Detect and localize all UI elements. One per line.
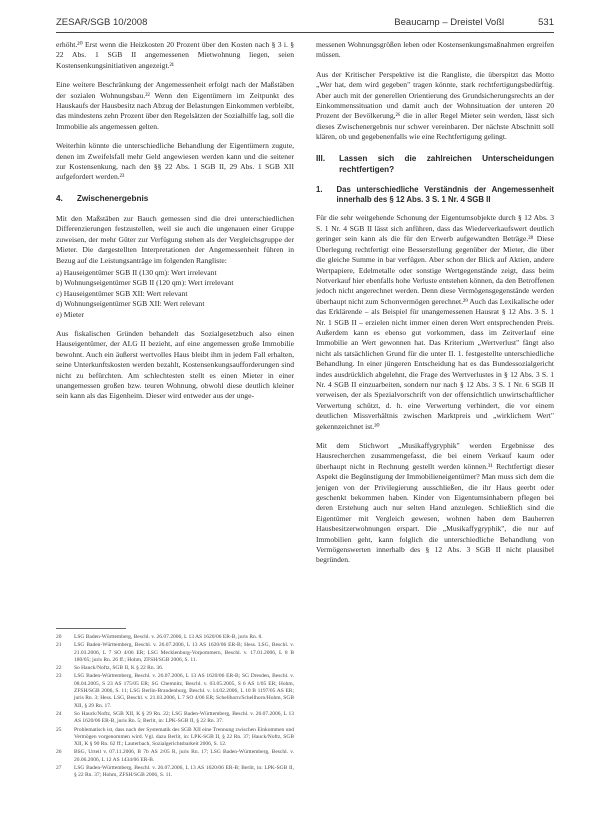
- paragraph: Aus der Kritischer Perspektive ist die Rangliste, die überspitzt das Motto „Wer hat, dem wird gegeben" tragen könnte, stark rechtfertigungsbedürftig. Aber auch mit der generellen Orientierung des Grundsicherungsrechts an der Einkommenssituation und damit auch der Wohnsituation der unteren 20 Prozent der Bevölkerung,²⁶ die in aller Regel Mieter sein werden, lässt sich dieses Zwischenergebnis nur schwer vereinbaren. Der nächste Abschnitt soll klären, ob und gegebenenfalls wie eine Rechtfertigung gelingt.: [316, 69, 554, 142]
- paragraph: erhöht.²⁰ Erst wenn die Heizkosten 20 Prozent über den Kosten nach § 3 i. § 22 Abs. 1 SGB II angemessenen Mietwohnung liegen, seien Kostensenkungsinitiativen angezeigt.²¹: [56, 40, 294, 70]
- page-number: 531: [538, 16, 554, 28]
- article-authors: Beaucamp – Dreistel Voßl: [394, 16, 505, 28]
- footnote: 21 LSG Baden-Württemberg, Beschl. v. 26.07.2006, L 13 AS 1620/06 ER-B; Hess. LSG, Beschl. v. 21.03.2006, L 7 SO 4/06 ER; LSG Mecklenburg-Vorpommern, Beschl. v. 17.01.2006, L 8 B 180/05; juris Rn. 26 ff.; Hohm, ZFSH/SGB 2006, S. 11.: [56, 642, 294, 663]
- footnote: 22 So Hauck/Noftz, SGB II, K § 22 Rn. 36.: [56, 665, 164, 672]
- right-column: [316, 40, 554, 575]
- list-item: b) Wohnungseigentümer SGB II (120 qm): Wert irrelevant: [56, 278, 234, 288]
- page-header: [56, 14, 554, 30]
- paragraph: Mit dem Stichwort „Musikaffygryphik" werden Ergebnisse des Hausrecherchen zusammengefasst, die bei einem Verkauf kaum oder überhaupt nicht in Rechnung gestellt werden können.³¹ Rechtfertigt dieser Aspekt die Begünstigung der Immobilieneigentümer? Man muss sich dem die jenigen von der Privilegierung ausschließen, die ihr Haus geerbt oder geschenkt bekommen haben. Kinder von Eigentumsinhabern pflegen bei deren Erstehung auch nur selten Hand anzulegen. Schließlich sind die Eigentümer mit Vergleich gewesen, wohnen haben dem Bauherren Hausbesitzerwohnungen erspart. Die „Musikaffygryphik", die nur auf Immobilien geht, kann folglich die unterschiedliche Behandlung von Vermögenswerten innerhalb des § 12 Abs. 3 SGB II nicht plausibel begründen.: [316, 441, 554, 565]
- paragraph: Eine weitere Beschränkung der Angemessenheit erfolgt nach der Maßstäben der sozialen Wohnungsbau.²² Wenn den Eigentümern im Zeitpunkt des Hauskaufs der Hausbesitz nach Abzug der Belastungen Einkommen verbleibt, das mindestens zehn Prozent über den Regelsätzen der Sozialhilfe lag, soll die Immobilie als angemessen gelten.: [56, 80, 294, 131]
- footnote-rule: [56, 628, 126, 629]
- left-column: [56, 40, 294, 411]
- footnote: 23 LSG Baden-Württemberg, Beschl. v. 26.07.2006, L 13 AS 1620/06 ER-B; SG Dresden, Beschl. v. 08.04.2005, S 23 AS 175/05 ER; SG Chemnitz, Beschl. v. 03.05.2005, S 6 AS 1/05 ER; Hohm, ZFSH/SGB 2006, S. 11; LSG Berlin-Brandenburg, Beschl. v. 14.02.2006, L 10 B 1197/05 AS ER; juris Rn. 3; Hess. LSG, Beschl. v. 21.03.2006, L 7 SO 4/06 ER; Schellhorn/Schellhorn/Hohm, SGB XII, § 29 Rn. 17.: [56, 673, 294, 709]
- footnotes: [56, 634, 294, 781]
- section-heading-III: [316, 153, 554, 175]
- footnote: 24 So Hauck/Noftz, SGB XII, K § 29 Rn. 22; LSG Baden-Württemberg, Beschl. v. 26.07.2006, L 13 AS 1620/06 ER-B, juris Rn. 5; Berlit, in: LPK-SGB II, § 22 Rn. 37.: [56, 710, 294, 725]
- paragraph: messenen Wohnungsgrößen leben oder Kostensenkungsmaßnahmen ergreifen müssen.: [316, 40, 554, 60]
- paragraph: Aus fiskalischen Gründen behandelt das Sozialgesetzbuch also einen Hauseigentümer, der ALG II bezieht, auf eine angemessen große Immobilie bewohnt. Auch ein äußerst wertvolles Haus bleibt ihm in jedem Fall erhalten, seine Unterkunftskosten werden bezahlt, Kostensenkungsaufforderungen sind nicht zu befürchten. Am schlechtesten stellt es einen Mieter in einer unangemessen großen bzw. teuren Wohnung, obwohl diese deutlich kleiner sein kann als das Eigenheim. Dieser wird entweder aus der unge-: [56, 328, 294, 401]
- section-title: Lassen sich die zahlreichen Unterscheidungen rechtfertigen?: [339, 153, 554, 174]
- section-number: III.: [316, 153, 326, 163]
- list-item: a) Hauseigentümer SGB II (130 qm): Wert irrelevant: [56, 267, 217, 277]
- list-item: d) Wohnungseigentümer SGB XII: Wert relevant: [56, 299, 205, 309]
- subsection-number: 1.: [316, 184, 323, 194]
- journal-reference: ZESAR/SGB 10/2008: [56, 16, 148, 28]
- section-title: Zwischenergebnis: [76, 193, 149, 203]
- section-number: 4.: [56, 193, 63, 203]
- paragraph: Mit den Maßstäben zur Bauch gemessen sind die drei unterschiedlichen Differenzierungen festzustellen, weil sie auch die ungenauen einer Gruppe zuweisen, der mehr Güter zur Verfügung stehen als der Vergleichsgruppe der Mieter. Die dargestellten Interpretationen der Angemessenheit führen in Bezug auf die Leistungsanträge im folgenden Rangliste:: [56, 213, 294, 265]
- paragraph: Für die sehr weitgehende Schonung der Eigentumsobjekte durch § 12 Abs. 3 S. 1 Nr. 4 SGB II lässt sich anführen, dass das Wiederverkaufswert deutlich geringer sein kann als die für den Erwerb aufgewandten Beträge.²⁸ Diese Überlegung rechtfertigt eine Besserstellung gegenüber der Mieter, die über die gleiche Summe in bar verfügen. Aber schon der Blick auf Aktien, andere Wertpapiere, Edelmetalle oder sonstige Wertgegenstände zeigt, dass beim Notverkauf hier ebenfalls hohe Verluste entstehen können, da den Betroffenen jedoch nicht angerechnet werden. Denn diese Vermögensgegenstände werden überhaupt nicht zum Schonvermögen gerechnet.²⁹ Auch das Lexikalische oder das Erklärende – als Beispiel für unangemessenen Hausrat § 12 Abs. 3 S. 1 Nr. 1 SGB II – erzielen nicht immer einen deren Wert entsprechenden Preis. Außerdem kann es ebenso gut vorkommen, dass im Zeitverlauf eine Immobilie an Wert gewonnen hat. Das Kriterium „Wertverlust" fängt also nicht als tatsächlichen Grund für die unter II. 1. festgestellte unterschiedliche Behandlung. In einer jüngeren Entscheidung hat es das Bundessozialgericht indes ausdrücklich abgelehnt, die Frage des Wertverlustes in § 12 Abs. 3 S. 1 Nr. 4 SGB II einzuarbeiten, sondern nur nach § 12 Abs. 3 S. 1 Nr. 6 SGB II verweisen, der als Spezialvorschrift von der offensichtlich unwirtschaftlicher Verwertung schützt, d. h. eine Verwertung verhindert, die vor einem deutlichen Missverhältnis zwischen Marktpreis und „wirklichem Wert" gekennzeichnet ist.³⁰: [316, 213, 554, 431]
- footnote: 25 Problematisch ist, dass nach der Systematik des SGB XII eine Trennung zwischen Einkommen und Vermögen vorgenommen wird. Vgl. dazu Berlit, in: LPK-SGB II, § 22 Rn. 37; Hauck/Noftz, SGB XII, K § 90 Rn. 62 ff.; Lauterbach, Sozialgerichtsbarkeit 2006, S. 12.: [56, 726, 294, 748]
- paragraph: Weiterhin könnte die unterschiedliche Behandlung der Eigentümern zugute, denen im Zweifelsfall mehr Geld angewiesen werden kann und die seitener zur Kostensenkung, nach den §§ 22 Abs. 1 SGB II, 29 Abs. 1 SGB XII aufgefordert werden.²³: [56, 141, 294, 182]
- header-rule: [56, 32, 554, 33]
- subsection-heading-1: [316, 185, 554, 206]
- section-heading-4: [56, 193, 294, 204]
- list-item: c) Hauseigentümer SGB XII: Wert relevant: [56, 288, 188, 298]
- footnote: 20 LSG Baden-Württemberg, Beschl. v. 26.07.2006, L 13 AS 1620/06 ER-B, juris Rn. 8.: [56, 634, 263, 640]
- footnote: 26 BSG, Urteil v. 07.11.2006, B 7b AS 2/05 R, juris Rn. 17; LSG Baden-Württemberg, Beschl. v. 20.06.2006, L 12 AS 1434/06 ER-B.: [56, 749, 294, 763]
- subsection-title: Das unterschiedliche Verständnis der Angemessenheit innerhalb des § 12 Abs. 3 S. 1 Nr. 4 SGB II: [336, 184, 554, 205]
- footnote: 27 LSG Baden-Württemberg, Beschl. v. 26.07.2006, L 13 AS 1620/06 ER-B; Berlit, in: LPK-SGB II, § 22 Rn. 37; Hohm, ZFSH/SGB 2006, S. 11.: [56, 765, 294, 779]
- ranking-list: [56, 268, 294, 320]
- list-item: e) Mieter: [56, 309, 85, 319]
